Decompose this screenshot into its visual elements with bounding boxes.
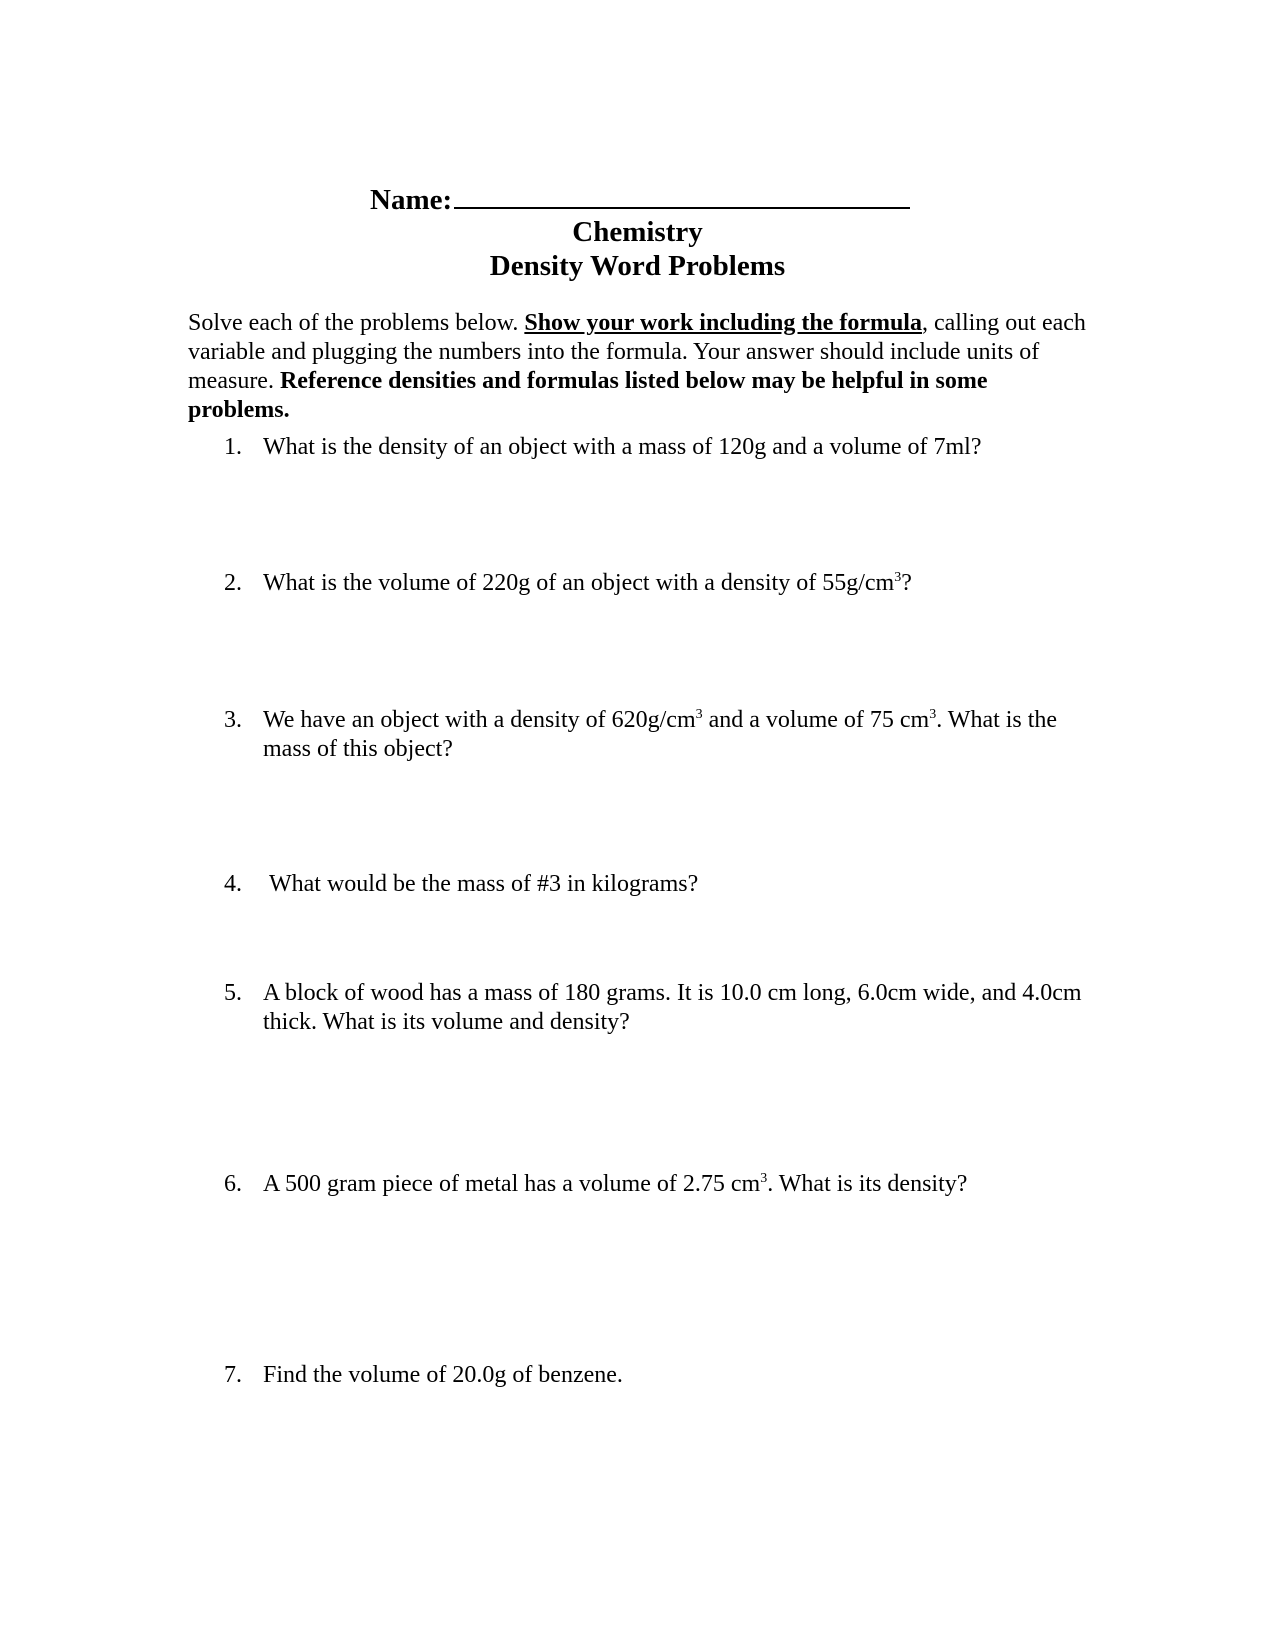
question-number: 1. (224, 434, 242, 460)
question-text-part: ? (901, 570, 912, 596)
question-number: 5. (224, 980, 242, 1006)
name-field-row (370, 183, 910, 217)
name-blank-line (454, 183, 910, 209)
question-text (263, 706, 1083, 764)
superscript: 3 (695, 707, 703, 722)
question-text-part: . What is the mass of this object? (263, 707, 1058, 762)
question-text (263, 1170, 1083, 1199)
instructions-emphasis: Show your work including the formula (524, 310, 922, 336)
question-text: A block of wood has a mass of 180 grams. It is 10.0 cm long, 6.0cm wide, and 4.0cm thick. What is its volume and density? (263, 980, 1082, 1035)
name-label: Name: (370, 184, 453, 216)
instructions-paragraph (188, 309, 1088, 425)
question-number: 4. (224, 871, 242, 897)
subject-heading: Chemistry (572, 216, 703, 248)
question-number: 3. (224, 707, 242, 733)
question-text-part: We have an object with a density of 620g/cm (263, 707, 696, 733)
question-text-part: and a volume of 75 cm (702, 707, 930, 733)
worksheet-title: Density Word Problems (489, 250, 786, 282)
question-text-part: . What is its density? (767, 1171, 968, 1197)
instructions-part1: Solve each of the problems below. (188, 310, 525, 336)
question-text: What would be the mass of #3 in kilograms? (269, 871, 699, 897)
superscript: 3 (760, 1171, 768, 1186)
instructions-bold-note: Reference densities and formulas listed below may be helpful in some problems. (188, 368, 988, 423)
question-number: 2. (224, 570, 242, 596)
question-text-part: What is the volume of 220g of an object with a density of 55g/cm (263, 570, 895, 596)
superscript: 3 (929, 707, 937, 722)
question-text: What is the density of an object with a mass of 120g and a volume of 7ml? (263, 434, 982, 460)
question-text (263, 569, 1083, 598)
superscript: 3 (894, 570, 902, 585)
question-number: 6. (224, 1171, 242, 1197)
question-text: Find the volume of 20.0g of benzene. (263, 1362, 623, 1388)
question-number: 7. (224, 1362, 242, 1388)
question-text-part: A 500 gram piece of metal has a volume of 2.75 cm (263, 1171, 761, 1197)
instructions-part2: , calling out each variable and plugging the numbers into the formula. Your answer should include units of measure. (188, 310, 1086, 394)
